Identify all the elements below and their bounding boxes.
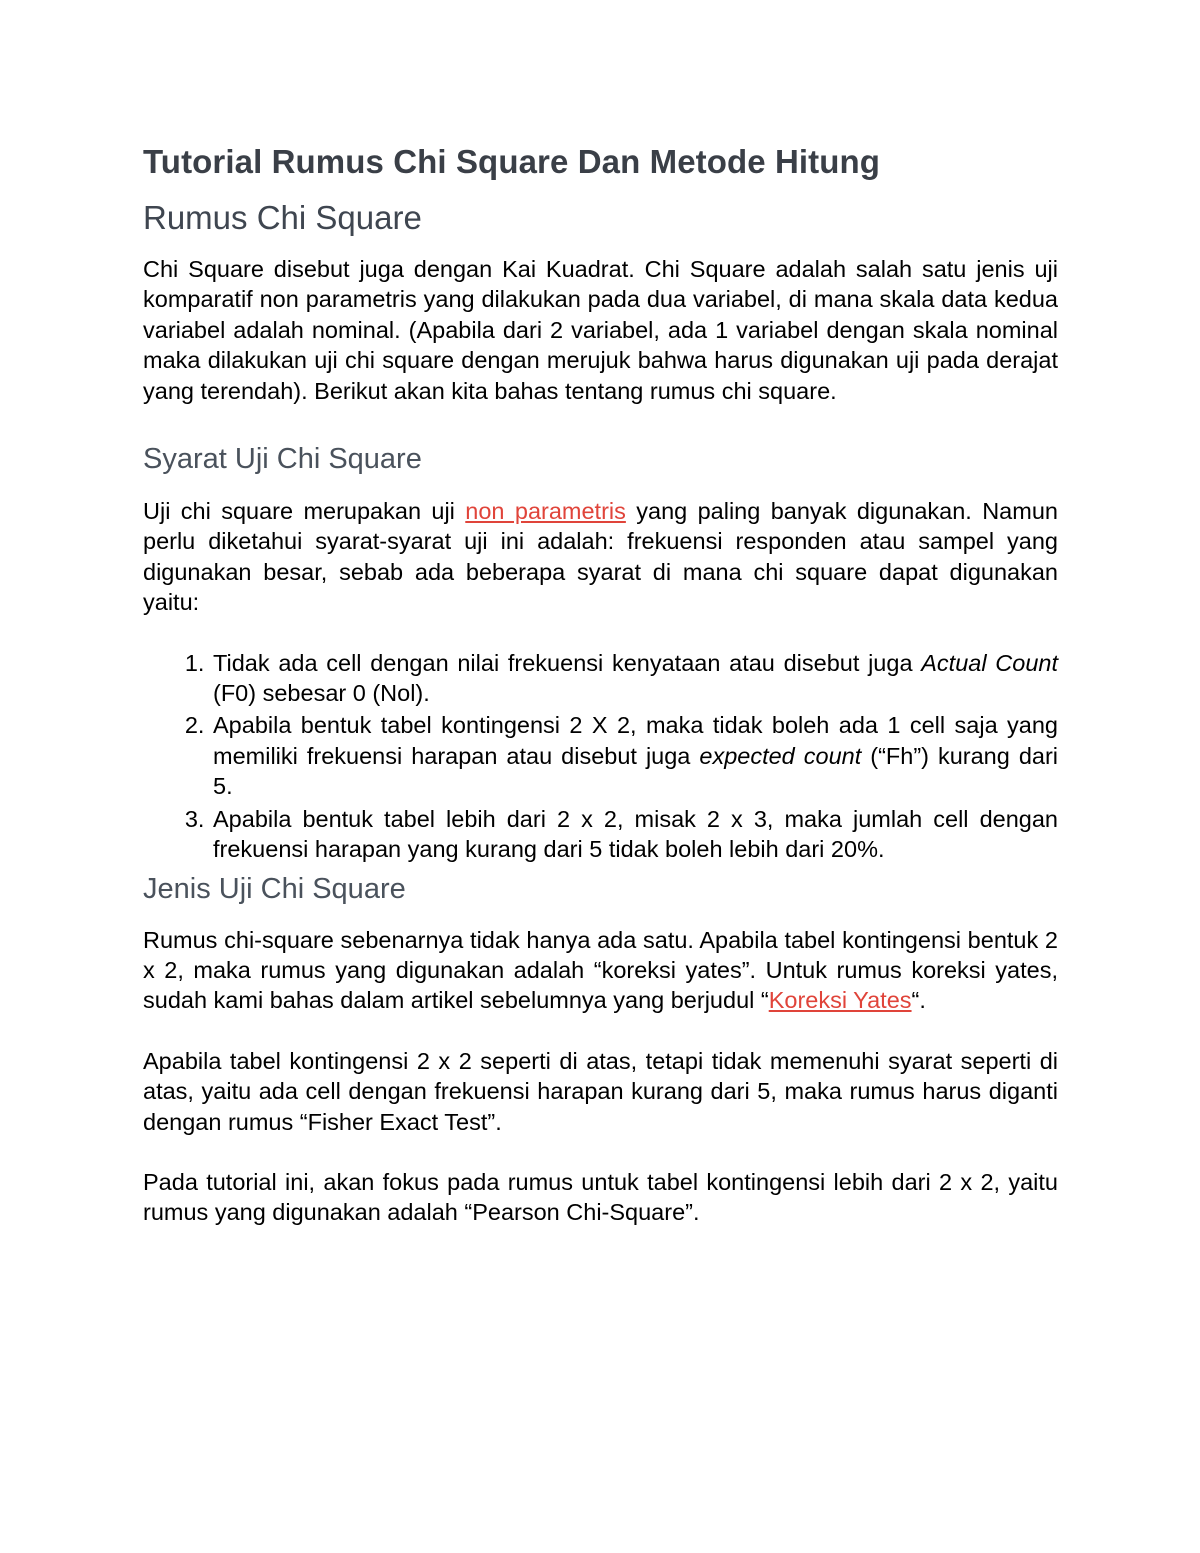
section-heading-syarat: Syarat Uji Chi Square xyxy=(143,443,422,476)
syarat-text-before-link: Uji chi square merupakan uji xyxy=(143,498,466,525)
list-item: 2. Apabila bentuk tabel kontingensi 2 X 2, maka tidak boleh ada 1 cell saja yang memiliki frekuensi harapan atau disebut juga expected count (“Fh”) kurang dari 5. xyxy=(211,710,1058,801)
document-title: Tutorial Rumus Chi Square Dan Metode Hitung xyxy=(143,143,881,180)
actual-count-term: Actual Count xyxy=(921,649,1058,676)
section-heading-jenis: Jenis Uji Chi Square xyxy=(143,872,406,905)
non-parametris-link[interactable]: non parametris xyxy=(465,498,626,525)
section-heading-rumus-chi-square: Rumus Chi Square xyxy=(143,199,422,236)
jenis-paragraph-3: Pada tutorial ini, akan fokus pada rumus untuk tabel kontingensi lebih dari 2 x 2, yaitu rumus yang digunakan adalah “Pearson Chi-Square”. xyxy=(143,1168,1058,1226)
expected-count-term: expected count xyxy=(699,742,862,769)
jenis-paragraph-1: Rumus chi-square sebenarnya tidak hanya ada satu. Apabila tabel kontingensi bentuk 2 x 2, maka rumus yang digunakan adalah “koreksi yates”. Untuk rumus koreksi yates, sudah kami bahas dalam artikel sebelumnya yang berjudul “Koreksi Yates“. xyxy=(143,926,1058,1014)
jenis-paragraph-2: Apabila tabel kontingensi 2 x 2 seperti di atas, tetapi tidak memenuhi syarat seperti di atas, yaitu ada cell dengan frekuensi harapan kurang dari 5, maka rumus harus diganti dengan rumus “Fisher Exact Test”. xyxy=(143,1047,1058,1135)
list-item: 1. Tidak ada cell dengan nilai frekuensi kenyataan atau disebut juga Actual Count (F0) sebesar 0 (Nol). xyxy=(211,648,1058,709)
intro-paragraph: Chi Square disebut juga dengan Kai Kuadrat. Chi Square adalah salah satu jenis uji komparatif non parametris yang dilakukan pada dua variabel, di mana skala data kedua variabel adalah nominal. (Apabila dari 2 variabel, ada 1 variabel dengan skala nominal maka dilakukan uji chi square dengan merujuk bahwa harus digunakan uji pada derajat yang terendah). Berikut akan kita bahas tentang rumus chi square. xyxy=(143,256,1058,404)
syarat-text-after-link: yang paling banyak digunakan. Namun perlu diketahui syarat-syarat uji ini adalah: frekuensi responden atau sampel yang digunakan besar, sebab ada beberapa syarat di mana chi square dapat digunakan yaitu: xyxy=(143,498,1058,616)
koreksi-yates-link[interactable]: Koreksi Yates xyxy=(768,987,912,1014)
list-item: 3. Apabila bentuk tabel lebih dari 2 x 2, misak 2 x 3, maka jumlah cell dengan frekuensi harapan yang kurang dari 5 tidak boleh lebih dari 20%. xyxy=(211,804,1058,865)
syarat-paragraph xyxy=(143,496,1058,618)
document-page xyxy=(143,140,1058,1228)
requirements-list xyxy=(143,648,1058,865)
